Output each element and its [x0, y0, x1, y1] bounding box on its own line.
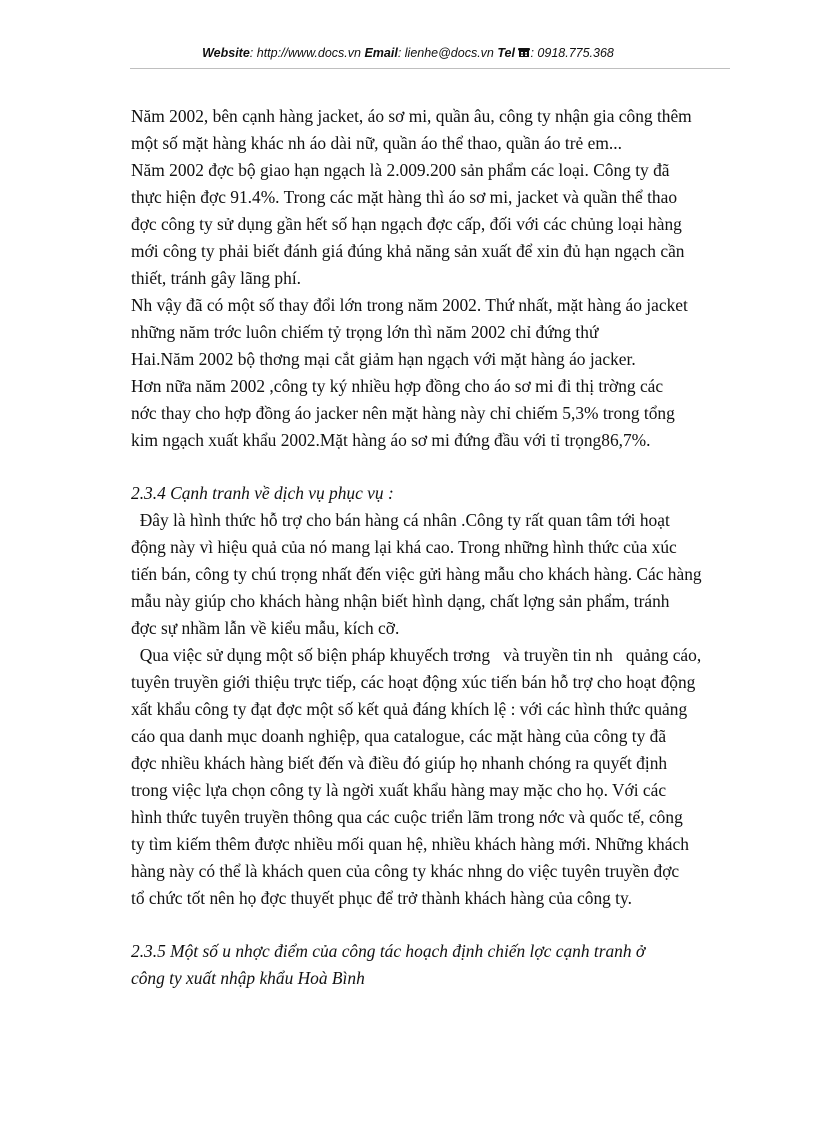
- spacer: [131, 454, 741, 480]
- website-label: Website: [202, 46, 250, 60]
- text-line: động này vì hiệu quả của nó mang lại khá cao. Trong những hình thức của xúc: [131, 537, 677, 557]
- text-line: xất khẩu công ty đạt đợc một số kết quả đáng khích lệ : với các hình thức quảng: [131, 699, 688, 719]
- text-line: hình thức tuyên truyền thông qua các cuộc triển lãm trong nớc và quốc tế, công: [131, 807, 683, 827]
- header-divider: [130, 68, 730, 69]
- heading-line: công ty xuất nhập khẩu Hoà Bình: [131, 968, 365, 988]
- text-line: tuyên truyền giới thiệu trực tiếp, các hoạt động xúc tiến bán hỗ trợ cho hoạt động: [131, 672, 696, 692]
- section-heading-2-3-4: 2.3.4 Cạnh tranh về dịch vụ phục vụ :: [131, 483, 394, 503]
- text-line: đợc công ty sử dụng gần hết số hạn ngạch đợc cấp, đối với các chủng loại hàng: [131, 214, 682, 234]
- website-value: : http://www.docs.vn: [249, 46, 361, 60]
- text-line: ty tìm kiếm thêm được nhiều mối quan hệ, nhiều khách hàng mới. Những khách: [131, 834, 689, 854]
- text-line: nớc thay cho hợp đồng áo jacker nên mặt hàng này chỉ chiếm 5,3% trong tổng: [131, 403, 675, 423]
- text-line: cáo qua danh mục doanh nghiệp, qua catalogue, các mặt hàng của công ty đã: [131, 726, 667, 746]
- text-line: Đây là hình thức hỗ trợ cho bán hàng cá nhân .Công ty rất quan tâm tới hoạt: [131, 510, 670, 530]
- text-line: kim ngạch xuất khẩu 2002.Mặt hàng áo sơ mi đứng đầu với tỉ trọng86,7%.: [131, 430, 651, 450]
- text-line: một số mặt hàng khác nh áo dài nữ, quần áo thể thao, quần áo trẻ em...: [131, 133, 622, 153]
- text-line: trong việc lựa chọn công ty là ngời xuất khẩu hàng may mặc cho họ. Với các: [131, 780, 667, 800]
- tel-value: : 0918.775.368: [530, 46, 614, 60]
- paragraph-4: [131, 642, 741, 912]
- page-header: [0, 46, 816, 60]
- spacer: [131, 912, 741, 938]
- text-line: tổ chức tốt nên họ đợc thuyết phục để trở thành khách hàng của công ty.: [131, 888, 632, 908]
- email-label: Email: [364, 46, 398, 60]
- text-line: đợc nhiều khách hàng biết đến và điều đó giúp họ nhanh chóng ra quyết định: [131, 753, 668, 773]
- text-line: Hơn nữa năm 2002 ,công ty ký nhiều hợp đồng cho áo sơ mi đi thị trờng các: [131, 376, 664, 396]
- text-line: những năm trớc luôn chiếm tỷ trọng lớn thì năm 2002 chỉ đứng thứ: [131, 322, 599, 342]
- text-line: Năm 2002 đợc bộ giao hạn ngạch là 2.009.200 sản phẩm các loại. Công ty đã: [131, 160, 670, 180]
- heading-line: 2.3.5 Một số u nhợc điểm của công tác hoạch định chiến lợc cạnh tranh ở: [131, 941, 646, 961]
- text-line: thực hiện đợc 91.4%. Trong các mặt hàng thì áo sơ mi, jacket và quần thể thao: [131, 187, 678, 207]
- email-value: : lienhe@docs.vn: [397, 46, 494, 60]
- text-line: hàng này có thể là khách quen của công ty khác nhng do việc tuyên truyền đợc: [131, 861, 680, 881]
- text-line: tiến bán, công ty chú trọng nhất đến việc gửi hàng mẫu cho khách hàng. Các hàng: [131, 564, 702, 584]
- phone-icon: [518, 46, 530, 60]
- text-line: mẫu này giúp cho khách hàng nhận biết hình dạng, chất lợng sản phẩm, tránh: [131, 591, 670, 611]
- paragraph-2: [131, 292, 741, 454]
- paragraph-1: [131, 103, 741, 292]
- text-line: Nh vậy đã có một số thay đổi lớn trong năm 2002. Thứ nhất, mặt hàng áo jacket: [131, 295, 688, 315]
- text-line: Qua việc sử dụng một số biện pháp khuyếch trơng và truyền tin nh quảng cáo,: [131, 645, 702, 665]
- tel-label: Tel: [497, 46, 515, 60]
- text-line: Hai.Năm 2002 bộ thơng mại cắt giảm hạn ngạch với mặt hàng áo jacker.: [131, 349, 636, 369]
- text-line: Năm 2002, bên cạnh hàng jacket, áo sơ mi, quần âu, công ty nhận gia công thêm: [131, 106, 692, 126]
- document-body: [131, 103, 741, 992]
- section-heading-2-3-5: [131, 938, 741, 992]
- text-line: thiết, tránh gây lãng phí.: [131, 268, 302, 288]
- paragraph-3: [131, 507, 741, 642]
- text-line: đợc sự nhầm lẫn về kiểu mẫu, kích cỡ.: [131, 618, 400, 638]
- text-line: mới công ty phải biết đánh giá đúng khả năng sản xuất để xin đủ hạn ngạch cần: [131, 241, 685, 261]
